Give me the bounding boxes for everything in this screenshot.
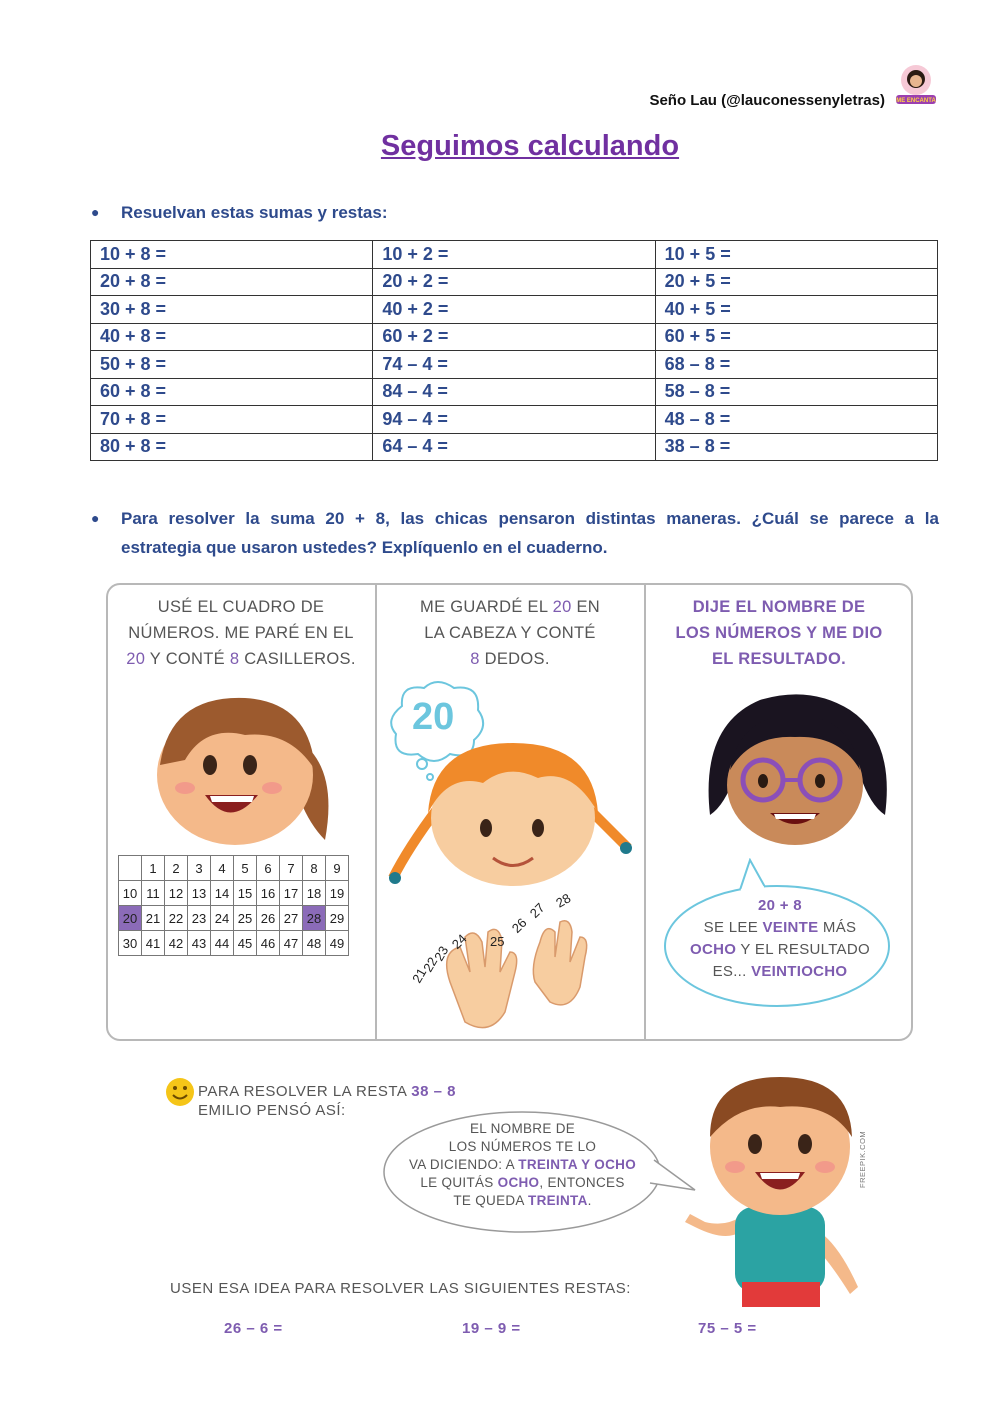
finger-number: 26: [508, 915, 530, 936]
grid-cell: 27: [280, 906, 303, 931]
bullet-icon: ●: [91, 204, 100, 220]
grid-cell: 21: [142, 906, 165, 931]
grid-cell: 20: [119, 906, 142, 931]
grid-cell: 16: [257, 881, 280, 906]
finger-number: 22: [420, 954, 441, 975]
exercise-cell: 20 + 5 =: [655, 268, 937, 296]
girl-ponytail-illustration: [150, 690, 355, 850]
grid-row: [119, 906, 349, 931]
bullet-icon: ●: [91, 510, 100, 526]
instruction-1: [91, 198, 388, 227]
grid-cell: 8: [303, 856, 326, 881]
exercise-cell: 94 – 4 =: [373, 406, 655, 434]
grid-cell: 45: [234, 931, 257, 956]
grid-cell: 7: [280, 856, 303, 881]
exercise-cell: 80 + 8 =: [91, 433, 373, 461]
grid-cell: [119, 856, 142, 881]
girl-glasses-illustration: [700, 685, 890, 850]
exercise-cell: 60 + 8 =: [91, 378, 373, 406]
thought-number: 20: [412, 696, 455, 738]
exercise-cell: 60 + 5 =: [655, 323, 937, 351]
panel2-caption: ME GUARDÉ EL 20 EN LA CABEZA Y CONTÉ 8 DEDOS.: [420, 598, 600, 668]
grid-cell: 12: [165, 881, 188, 906]
grid-cell: 42: [165, 931, 188, 956]
grid-cell: 41: [142, 931, 165, 956]
boy-illustration: [680, 1072, 880, 1307]
table-row: [91, 241, 938, 269]
svg-text:ME ENCANTA: ME ENCANTA: [896, 98, 936, 104]
grid-cell: 19: [326, 881, 349, 906]
restas-prompt: USEN ESA IDEA PARA RESOLVER LAS SIGUIENTES RESTAS:: [170, 1280, 631, 1297]
panel3-caption: DIJE EL NOMBRE DE LOS NÚMEROS Y ME DIO EL RESULTADO.: [675, 598, 883, 668]
image-credit: FREEPIK.COM: [858, 1130, 867, 1188]
panel1-caption: USÉ EL CUADRO DE NÚMEROS. ME PARÉ EN EL 20 Y CONTÉ 8 CASILLEROS.: [126, 598, 356, 668]
exercise-cell: 70 + 8 =: [91, 406, 373, 434]
grid-cell: 14: [211, 881, 234, 906]
grid-cell: 28: [303, 906, 326, 931]
grid-cell: 23: [188, 906, 211, 931]
grid-cell: 1: [142, 856, 165, 881]
grid-cell: 11: [142, 881, 165, 906]
emilio-intro: PARA RESOLVER LA RESTA 38 – 8 EMILIO PENSÓ ASÍ:: [198, 1083, 456, 1119]
finger-number: 25: [490, 934, 505, 949]
exercise-cell: 68 – 8 =: [655, 351, 937, 379]
grid-cell: 47: [280, 931, 303, 956]
speech-bubble-text: 20 + 8 SE LEE VEINTE MÁS OCHO Y EL RESULTADO ES... VEINTIOCHO: [690, 897, 870, 980]
table-row: [91, 323, 938, 351]
table-row: [91, 268, 938, 296]
page-title: Seguimos calculando: [380, 130, 680, 162]
resta-item: 75 – 5 =: [698, 1320, 757, 1337]
grid-cell: 49: [326, 931, 349, 956]
exercise-cell: 20 + 2 =: [373, 268, 655, 296]
grid-cell: 26: [257, 906, 280, 931]
exercise-cell: 30 + 8 =: [91, 296, 373, 324]
grid-cell: 3: [188, 856, 211, 881]
emilio-bubble-text: EL NOMBRE DE LOS NÚMEROS TE LO VA DICIENDO: A TREINTA Y OCHO LE QUITÁS OCHO, ENTONCES TE QUEDA TREINTA.: [408, 1121, 636, 1208]
grid-cell: 48: [303, 931, 326, 956]
exercise-cell: 38 – 8 =: [655, 433, 937, 461]
grid-row: [119, 881, 349, 906]
girl-braids-illustration: [388, 738, 638, 898]
smiley-icon: [165, 1076, 195, 1108]
finger-number: 23: [431, 943, 452, 964]
grid-cell: 46: [257, 931, 280, 956]
finger-number: 28: [553, 890, 574, 911]
grid-cell: 10: [119, 881, 142, 906]
exercise-cell: 10 + 8 =: [91, 241, 373, 269]
exercise-cell: 40 + 8 =: [91, 323, 373, 351]
grid-cell: 44: [211, 931, 234, 956]
finger-number: 21: [409, 965, 430, 986]
grid-cell: 24: [211, 906, 234, 931]
instruction-2-line2: estrategia que usaron ustedes? Explíquenlo en el cuaderno.: [121, 538, 608, 557]
grid-cell: 6: [257, 856, 280, 881]
grid-cell: 29: [326, 906, 349, 931]
table-row: [91, 406, 938, 434]
exercise-cell: 50 + 8 =: [91, 351, 373, 379]
grid-cell: 9: [326, 856, 349, 881]
exercise-table: [90, 240, 938, 461]
exercise-cell: 20 + 8 =: [91, 268, 373, 296]
grid-row: [119, 931, 349, 956]
grid-cell: 5: [234, 856, 257, 881]
exercise-cell: 58 – 8 =: [655, 378, 937, 406]
exercise-cell: 74 – 4 =: [373, 351, 655, 379]
finger-number: 27: [526, 900, 548, 921]
grid-row: [119, 856, 349, 881]
table-row: [91, 351, 938, 379]
author-credit: Seño Lau (@lauconessenyletras): [649, 92, 885, 109]
exercise-cell: 48 – 8 =: [655, 406, 937, 434]
exercise-cell: 40 + 2 =: [373, 296, 655, 324]
instruction-2: [91, 504, 939, 562]
grid-cell: 13: [188, 881, 211, 906]
exercise-cell: 10 + 2 =: [373, 241, 655, 269]
resta-item: 19 – 9 =: [462, 1320, 521, 1337]
exercise-cell: 10 + 5 =: [655, 241, 937, 269]
grid-cell: 2: [165, 856, 188, 881]
exercise-cell: 64 – 4 =: [373, 433, 655, 461]
instruction-1-text: Resuelvan estas sumas y restas:: [121, 203, 388, 222]
grid-cell: 17: [280, 881, 303, 906]
table-row: [91, 433, 938, 461]
number-grid: [118, 855, 349, 956]
grid-cell: 18: [303, 881, 326, 906]
grid-cell: 4: [211, 856, 234, 881]
grid-cell: 30: [119, 931, 142, 956]
exercise-cell: 60 + 2 =: [373, 323, 655, 351]
table-row: [91, 296, 938, 324]
grid-cell: 25: [234, 906, 257, 931]
resta-item: 26 – 6 =: [224, 1320, 283, 1337]
grid-cell: 22: [165, 906, 188, 931]
grid-cell: 15: [234, 881, 257, 906]
table-row: [91, 378, 938, 406]
grid-cell: 43: [188, 931, 211, 956]
instruction-2-line1: Para resolver la suma 20 + 8, las chicas pensaron distintas maneras. ¿Cuál se parece a la: [121, 509, 939, 528]
exercise-cell: 84 – 4 =: [373, 378, 655, 406]
finger-number: 24: [448, 931, 470, 952]
avatar-badge: [893, 62, 939, 108]
exercise-cell: 40 + 5 =: [655, 296, 937, 324]
